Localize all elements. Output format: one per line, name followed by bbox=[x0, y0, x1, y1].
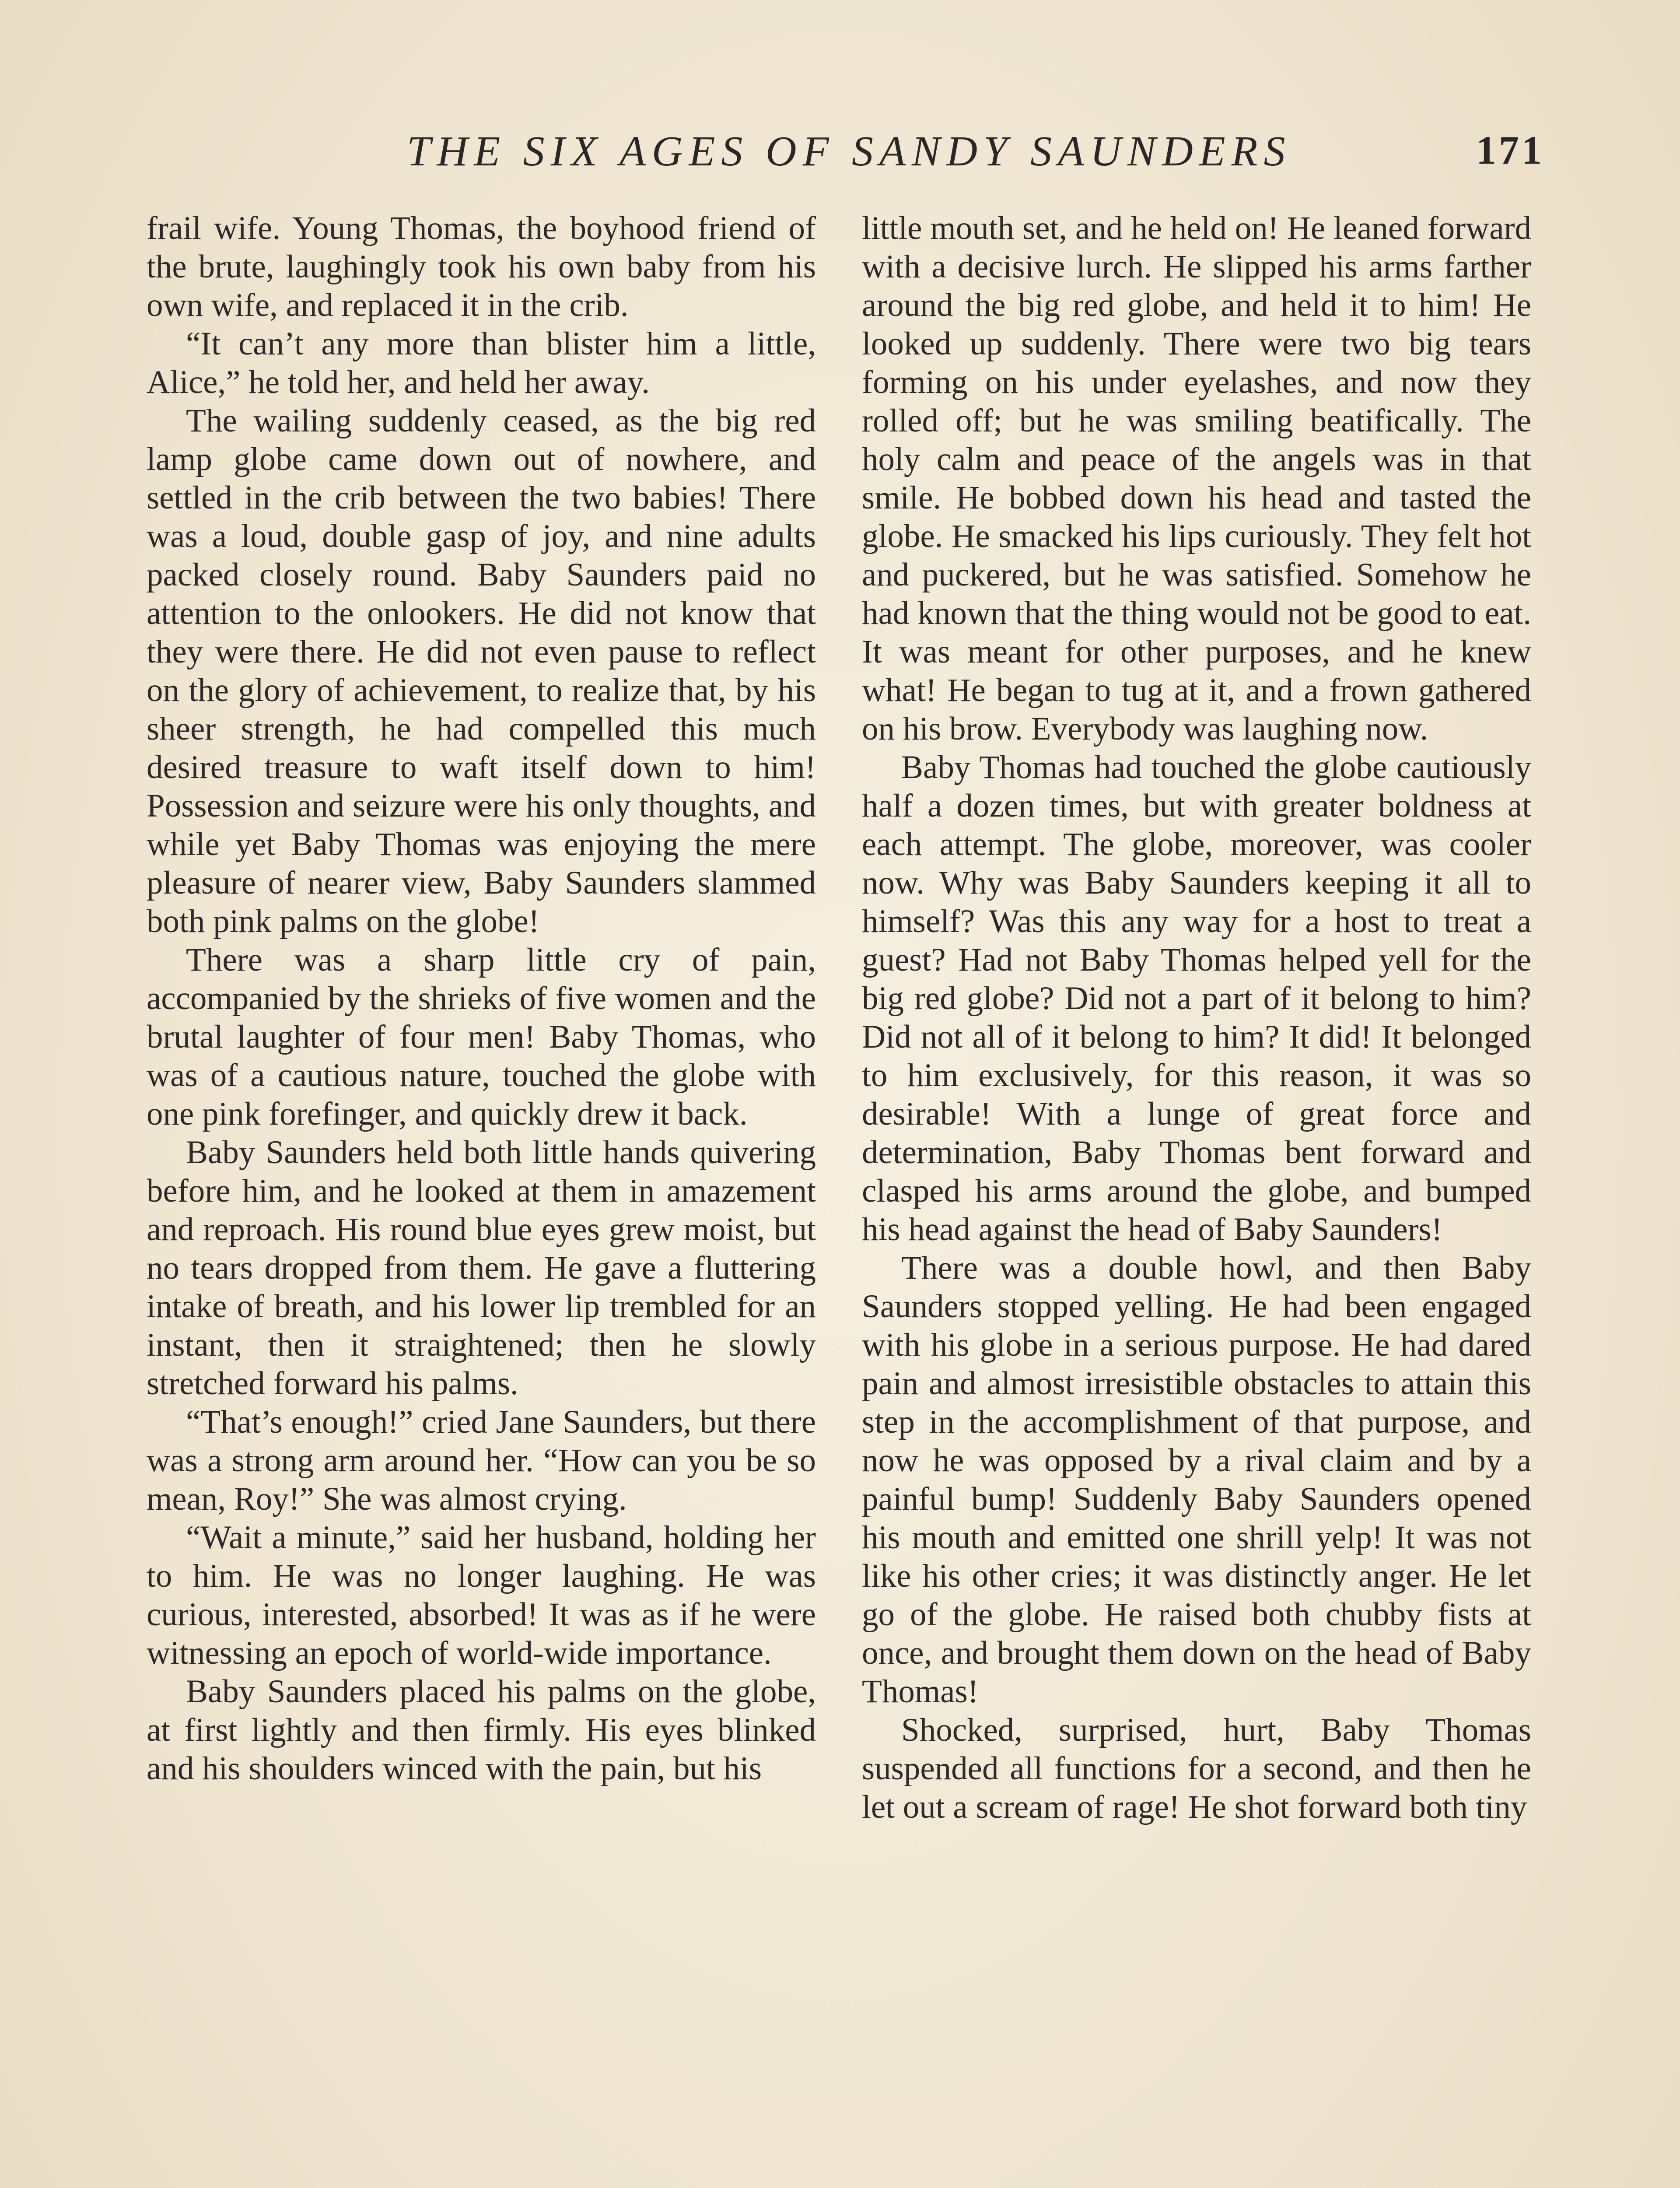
paragraph: Baby Saunders placed his palms on the globe, at first lightly and then firmly. His eyes blinked and his shoulders winced with the pain, but his bbox=[147, 1673, 816, 1787]
running-title: THE SIX AGES OF SANDY SAUNDERS bbox=[407, 128, 1292, 175]
paragraph: The wailing suddenly ceased, as the big red lamp globe came down out of nowhere, and settled in the crib between the two babies! There was a loud, double gasp of joy, and nine adults packed closely round. Baby Saunders paid no attention to the onlookers. He did not know that they were there. He did not even pause to reflect on the glory of achievement, to realize that, by his sheer strength, he had compelled this much desired treasure to waft itself down to him! Possession and seizure were his only thoughts, and while yet Baby Thomas was enjoying the mere pleasure of nearer view, Baby Saunders slammed both pink palms on the globe! bbox=[147, 403, 816, 940]
paragraph: little mouth set, and he held on! He leaned forward with a decisive lurch. He slipped his arms farther around the big red globe, and held it to him! He looked up suddenly. There were two big tears forming on his under eyelashes, and now they rolled off; but he was smiling beatifically. The holy calm and peace of the angels was in that smile. He bobbed down his head and tasted the globe. He smacked his lips curiously. They felt hot and puckered, but he was satisfied. Somehow he had known that the thing would not be good to eat. It was meant for other purposes, and he knew what! He began to tug at it, and a frown gathered on his brow. Everybody was laughing now. bbox=[862, 210, 1531, 747]
paragraph: Baby Thomas had touched the globe cautiously half a dozen times, but with greater boldness at each attempt. The globe, moreover, was cooler now. Why was Baby Saunders keeping it all to himself? Was this any way for a host to treat a guest? Had not Baby Thomas helped yell for the big red globe? Did not a part of it belong to him? Did not all of it belong to him? It did! It belonged to him exclusively, for this reason, it was so desirable! With a lunge of great force and determination, Baby Thomas bent forward and clasped his arms around the globe, and bumped his head against the head of Baby Saunders! bbox=[862, 749, 1531, 1248]
left-column bbox=[147, 209, 816, 1788]
page-header bbox=[144, 127, 1553, 188]
paragraph: There was a double howl, and then Baby Saunders stopped yelling. He had been engaged with his globe in a serious purpose. He had dared pain and almost irresistible obstacles to attain this step in the accomplishment of that purpose, and now he was opposed by a rival claim and by a painful bump! Suddenly Baby Saunders opened his mouth and emitted one shrill yelp! It was not like his other cries; it was distinctly anger. He let go of the globe. He raised both chubby fists at once, and brought them down on the head of Baby Thomas! bbox=[862, 1250, 1531, 1710]
paragraph: There was a sharp little cry of pain, accompanied by the shrieks of five women and the brutal laughter of four men! Baby Thomas, who was of a cautious nature, touched the globe with one pink forefinger, and quickly drew it back. bbox=[147, 942, 816, 1132]
paragraph: “It can’t any more than blister him a little, Alice,” he told her, and held her away. bbox=[147, 326, 816, 400]
paragraph: “That’s enough!” cried Jane Saunders, but there was a strong arm around her. “How can you be so mean, Roy!” She was almost crying. bbox=[147, 1404, 816, 1517]
paragraph: “Wait a minute,” said her husband, holding her to him. He was no longer laughing. He was curious, interested, absorbed! It was as if he were witnessing an epoch of world-wide importance. bbox=[147, 1519, 816, 1671]
page-number: 171 bbox=[1476, 128, 1544, 172]
right-column bbox=[862, 209, 1531, 1827]
paragraph: Baby Saunders held both little hands quivering before him, and he looked at them in amazement and reproach. His round blue eyes grew moist, but no tears dropped from them. He gave a fluttering intake of breath, and his lower lip trembled for an instant, then it straightened; then he slowly stretched forward his palms. bbox=[147, 1134, 816, 1402]
paragraph: Shocked, surprised, hurt, Baby Thomas suspended all functions for a second, and then he let out a scream of rage! He shot forward both tiny bbox=[862, 1712, 1531, 1825]
paragraph: frail wife. Young Thomas, the boyhood friend of the brute, laughingly took his own baby from his own wife, and replaced it in the crib. bbox=[147, 210, 816, 323]
